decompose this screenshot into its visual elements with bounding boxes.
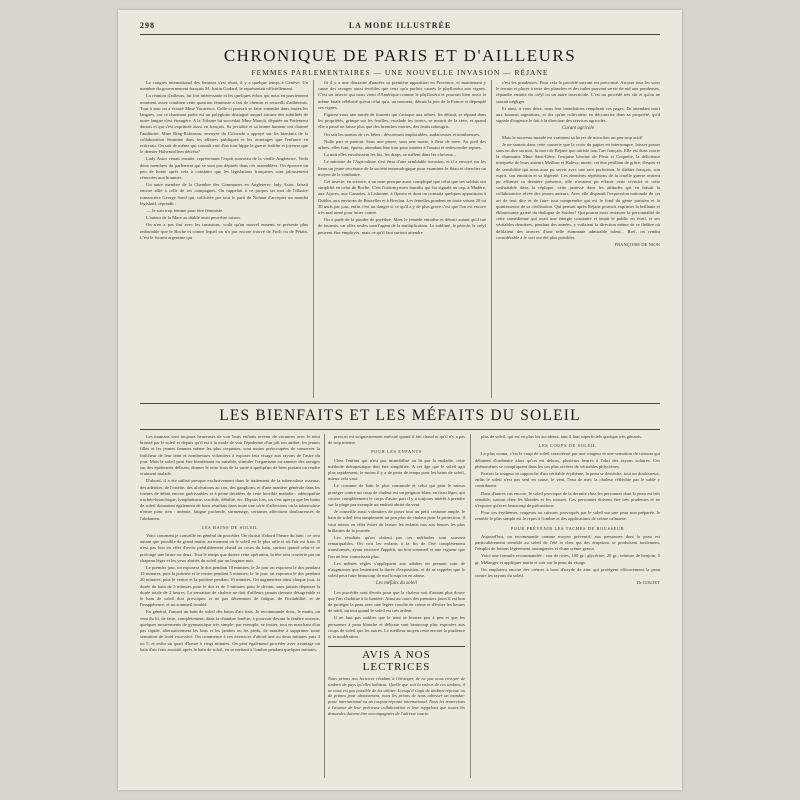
paragraph: On emploiera encore des crèmes à base d'oxyde de zinc qui protègent efficacement la peau contre les rayons du soleil. — [475, 566, 660, 579]
paragraph: Le congrès international des femmes s'est réuni, il y a quelque temps à Genève. Un membre du gouvernement français M. Justin Godard, le représentait officiellement. — [140, 80, 308, 92]
paragraph: Pour ces érythèmes, rougeurs ou cuisson, provoqués par le soleil sur une peau non préparée, le remède le plus simple est le repos à l'ombre et des applications de crème calmante. — [475, 510, 660, 522]
paragraph: La réunion d'ailleurs, fut fort intéressante et les quelques échos qui nous en parviennent montrent assez combien cette question féministe a fait de chemin et recueilli d'adhérents. Tour à tour on a écouté Mme Vacaresco. Celle-ci pouvait se faire entendre dans toutes les langues, car ce charmant poète est un polyglotte distingué auquel aucune des subtilités de notre langue n'est étrangère. A la Tribune lui succédait Mme Munch, députée au Parlement danois et qui s'est exprimée aussi en français. Sa jovialité et sa bonne humeur ont charmé l'auditoire. Mme Ring-Robinson, envoyée du Colorado a appuyé sur les bienfaits de la collaboration féminine dans les affaires publiques et les avantages que l'enfance en retirerait. On sait de même qui connaît voir d'un tour hippe la guerre fraîche et joyeuse que le dernier Hohenzollern décréta? — [140, 93, 308, 155]
paragraph: Un autre membre de la Chambre des Communes en Angleterre, lady Astor, faisait encore allié à celle de ses compagnes. On rappelait à ce propos un mot de l'illustre romancière George Sand qui, sollicitée par tout le parti de Nohant d'accepter un mandat législatif, répondit : — [140, 182, 308, 206]
paragraph: Cet insecte, en science, a un nom presque aussi compliqué que celui que ses soldats ont simplifié en celui de Boche. C'est l'iridomyrmex humilis qui fut signalé au cap, à Madère, aux Açores, aux Canaries, à Lisbonne, à Oporto et dont on constata quelques apparitions à Dublin, aux environs de Bruxelles et à Breslau. Les femelles pondent en toute saison 20 ou 30 œufs par jour, enfin c'est un danger si ce qu'il a y de plus grave c'est que l'on est encore très mal armé pour lutter contre. — [318, 179, 486, 216]
paragraph: On a parlé de la poudre de pyrèthre. Mais le remède entraîne et détruit autant qu'il tue de fourmis, car elles seules sont l'agent de la multiplication. Le sublimé, le pétrole, le créyl peuvent être employés, mais ce qu'il faut surtout attendre — [318, 217, 486, 235]
paragraph: On n'en a pas fini avec les invasions, voilà qu'un nouvel ennemi se présente plus redoutable que le Boche et contre lequel on n'a pas encore trouvé de Foch ou de Pétain. C'est le fourmi argentine qui — [140, 222, 308, 240]
paragraph: fit il y a une douzaine d'années sa première apparition en Provence, et maintenant y cause des ravages aussi terribles que ceux qu'a parfois causés le phylloxéra aux vignes. C'est un insecte qui nous vient d'Amérique comme le phylloxéra et pourrait bien avoir la même fatale célébrité qu'eut celui qu'a, un moment, détruit la joie de la France et dépeuplé ses vignes. — [318, 80, 486, 110]
article-title-chronique: CHRONIQUE DE PARIS ET D'AILLEURS — [223, 46, 577, 65]
section-subhead: LES COUPS DE SOLEIL — [538, 443, 597, 449]
column-divider — [470, 434, 471, 778]
notice-box — [328, 646, 465, 757]
paragraph: L'auteur de la Mare au diable avait peut-être raison. — [146, 215, 241, 221]
soleil-column-3 — [475, 434, 660, 778]
paragraph: Je ne saurais dans cette causerie que la croix du papier en interrompre, laisser passer sans en dire un mot, la mort de Réjane que attriste tout l'art français. Elle est donc morte la charmante Mme Sans-Gêne, l'exquise héroïne de Fleur et Coquette, la délicieuse interprète de leurs auteurs Meilhac et Halévy, morte, cet être pétillant de grâce, d'esprit et de sensibilité qui nous aura pu servir avec une rare perfection, le théâtre français, son esprit, son émotion et sa légèreté. Les dernières répétitions de la cruelle guerre avaient pu affirmer sa dernière présence, elle n'avaient pu effacer cette vivacité et cette souhaitable dans la réplique, cette justesse dans les attitudes qui en faisait la collaboratrice rêvée des jeunes auteurs. Avec elle disparaît l'expression nationale de cet art de tout dire et de faire tout comprendre qui est le fond du génie parisien et la quintessence de sa civilisation. Qui pensait après Réjane pouvoir exprimer la brillante et éblouissante gaieté du dialogue de Sardou? Qui pourra nous restaurer la personnalité de cette comédienne qui avait une énergie constante et tenait le public en éveil, et ses véritables dernières, pendant des années, y voilaient la direction même de ce théâtre où défilaient des œuvres d'une telle étonnante admirable talent... Bref, on rendra considérable à le sort ont été plus paisibles. — [496, 141, 660, 240]
author-signature: FRANÇOISE DE NION — [614, 242, 660, 248]
notice-title: AVIS A NOS LECTRICES — [362, 649, 431, 673]
author-signature: Dr GOUJET — [636, 580, 660, 586]
paragraph: plus de soleil, qui est en plus les accidents, tant il faut superficiels quoique très gênants. — [481, 434, 642, 439]
paragraph: Je conseille aussi volontiers de poser tout un petit costume ample, le bain de soleil fera simplement un peu plus de chaleur pour la protection, il vaut mieux en effet éviter de laisser les enfants nus aux heures les plus brûlantes de la journée. — [328, 509, 465, 533]
section-subhead: POUR PRÉVENIR LES TACHES DE ROUSSEUR — [510, 525, 625, 531]
column-divider — [491, 80, 492, 398]
paragraph: Les procédés sont décrits pour que la chaleur soit d'autant plus douce que l'on s'habitue à la lumière. Ainsi au cours des premiers jours il est bon de protéger la peau avec une légère couche de crème et d'éviter les heures de midi, surtout quand le soleil est très ardent. — [328, 589, 465, 614]
chronique-column-3 — [496, 80, 660, 398]
running-head — [140, 20, 660, 35]
paragraph: Le premier jour, on exposera le dos pendant 10 minutes; le 2e jour on exposera le dos pendant 15 minutes, puis la poitrine et le ventre pendant 5 minutes; le 3e jour, on exposera le dos pendant 20 minutes, puis le ventre et la poitrine pendant 10 minutes. On augmentera ainsi chaque jour, la durée du bain de 5 minutes pour le dos et de 5 minutes pour le devant, sans jamais dépasser la durée totale de 2 heures. La sensation de chaleur ne doit d'ailleurs jamais devenir désagréable et le bain de soleil doit provoquer et ne pas déterminer de fatigue, de l'irritabilité, et de l'inappétence, et un sommeil troublé. — [140, 565, 320, 608]
paragraph: D'abord, il a été utilisé presque exclusivement dans le traitement de la tuberculose osseuse, des adénites, de l'ostéite, des ulcérations au cou, des ganglions, et d'une manière générale dans les formes de début encore guérissables et à peine décidées de cette horrible maladie : adénopathie trachéo-bronchique, lymphatisme, scrofule, débilité, etc. Depuis lors, on s'est aperçu que les bains de soleil donnaient également de bons résultats dans toute une série d'affections où la tuberculose n'entre pour rien : anémie, fatigue profonde, surmenage, certaines affections douloureuses de l'abdomen. — [140, 478, 320, 521]
paragraph: Aujourd'hui, on recommande comme moyen préventif, aux personnes dont la peau est particulièrement sensible au soleil de l'été et chez qui des éruptions se produisent facilement, l'emploi de lotions légèrement astringentes et d'une crème grasse. — [475, 533, 660, 552]
column-divider — [324, 434, 325, 778]
column-divider — [313, 80, 314, 398]
paragraph: Nulle part et partout. Sous une pierre, sous une motte, à fleur de terre. Au pied des arbres, elles font, épuise, attendant leur tour pour monter à l'assaut et redescendre repues. — [318, 138, 486, 151]
section-subhead: Curant agricole — [561, 126, 595, 132]
paragraph: Lady Astor venait ensuite, représentant l'esprit nouveau de la vieille Angleterre. Voilà deux membres du parlement qui se sont pas déparés dans ces assemblées. On éprouve un peu de honte après cela à constater que les législations françaises sont jalousement réservées aux hommes. — [140, 156, 308, 181]
paragraph: En général, l'amant un bain de soleil des bains d'air frais. Je recommande donc, le matin, un vent du lit, de faire, complètement, dans la chambre fenêtre, à pourvoir devant la fenêtre ouverte, quelques mouvements de gymnastique très simple: par exemple, se frotter, tout en marchant d'un pas rapide, alternativement les bras et les jambes ou les pieds, de manière à supprimer toute sensation de froid excessive. On commence à ces exercices d'abord une ou deux minutes puis 4 ou 5, et enfin un quart d'heure à vingt minutes. On peut également procéder avec avantage un bain d'air frais aussitôt après le bain de soleil, en se mettant à l'ombre pendant quelques minutes. — [140, 609, 320, 652]
paragraph: — Je suis trop femme pour être féministe. — [146, 208, 224, 214]
article-title-soleil: LES BIENFAITS ET LES MÉFAITS DU SOLEIL — [219, 407, 581, 424]
soleil-column-2 — [328, 434, 465, 642]
paragraph: Et ainsi, à vous deux, nous leur inondations remplirait ces pages. En attendant mort aux fourmis argentines, et dix qu'un cultivateur en découvrira dans sa propriété, qu'il signale d'urgence le fait à la direction des services agricoles. — [496, 105, 660, 124]
paragraph: On sait les mœurs de ces bêtes : dévoreuses implacables, audacieuses et nombreuses. — [324, 131, 481, 137]
section-subhead: Les méfaits du soleil — [376, 581, 417, 587]
paragraph: Parfois la rougeur se rapproche d'un véritable érythème, la peau se dessèche, tout un douloureux, enfin le soleil n'est pas seul en cause, le vent, l'eau de mer, la chaleur réfléchie par le sable y contribuent. — [475, 471, 660, 489]
paragraph: La nuit elles envahissent les lits, les draps, se mêlent dans les cheveux... — [324, 152, 457, 158]
paragraph: c'est les pondeuses. Pour cela le procédé suivant est préconisé. Arroser tous les soirs le terrain et placer à terre des planches et des tuiles pouvant servir de nid aux pondeuses, répandre ensuite du créyl ou un autre insecticide. C'est un procédé très sûr et qu'on ne saurait négliger. — [496, 80, 660, 104]
section-subhead: POUR LES ENFANTS — [371, 449, 422, 455]
paragraph: Chez l'enfant qui n'est pas immobilisé au lit par la maladie, cette méthode thérapeutique doit être simplifiée. A cet âge que le soleil agit plus rapidement, le moins il y a de perte de temps pour les bains de soleil, mieux cela vaut. — [328, 457, 465, 482]
paragraph: Mais le nouveau monde est vraiment sa hoyer de microbes un peu trop actif! — [502, 134, 643, 140]
paragraph: Les mamans sont toujours heureuses de voir leurs enfants revenir de vacances avec le teint bronzé par le soleil et depuis qu'il est à la mode de voir l'épiderme d'un joli ton ambré, les jeunes filles et les jeunes femmes même les plus coquettes, sont moins préoccupées de conserver la fraîcheur de leur teint et nombreuses volontiers à exposer leur visage aux rayons de l'astre du jour. Mais le soleil peut être bienfaisant ou nuisible, stimuler l'organisme ou amener des ravages sur des épidermes délicats, donner le teint frais de la santé à quelqu'un de bien portant ou rendre vraiment malade. — [140, 434, 320, 477]
section-rule — [140, 403, 660, 404]
soleil-column-1 — [140, 434, 320, 778]
paragraph: Le plus connu, c'est le coup de soleil caractérisé par une rougeur et une sensation de cuisson qui débutent d'ordinaire alors qu'on est dehors, plusieurs heures à l'abri des rayons solaires. Ces phénomènes se compliquent dans les cas plus sévères de véritables phlyctènes. — [475, 451, 660, 469]
paragraph: Les résultats qu'on obtient par ces méthodes sont souvent remarquables. On voit les enfants à la fin de l'été complètement transformés, ayant retrouvé l'appétit, un bon sommeil et une vigueur que l'on ne leur connaissait plus. — [328, 535, 465, 559]
notice-text: Nous prions nos lectrices résidant à l'étranger, de ne pas nous envoyer de timbres de pays qu'elles habitent. Quelle que soit la valeur de ces timbres, il ne nous est pas possible de les utiliser. Lorsqu'il s'agit de timbres-réponse ou de primes pour abonnement, nous les prions de nous adresser un mandat-poste international ou un coupon-réponse international. Nous les remercions à l'avance de leur précieuse collaboration et leur rappelons que toutes les demandes doivent être accompagnées de l'adresse exacte. — [328, 676, 465, 716]
paragraph: Voici une formule recommandée : eau de roses, 100 gr.; glycérine, 20 gr.; teinture de benjoin, 5 gr. Mélanger et appliquer matin et soir sur la peau du visage. — [475, 553, 660, 565]
magazine-name: LA MODE ILLUSTRÉE — [348, 21, 452, 30]
paragraph: Il ne faut pas oublier que le teint se bronze peu à peu et que les personnes à peau blanche et délicate sont beaucoup plus exposées aux coups de soleil que les autres. Le meilleur moyen reste encore la prudence et la modération. — [328, 615, 465, 640]
paragraph: Le ministre de l'Agriculture s'est ému d'une semblable invasion, et il a envoyé sur les lieux un jeune secrétaire de la société entomologique pour examiner le fléau et chercher un moyen de le combattre. — [318, 159, 486, 177]
paragraph: Dans d'autres cas encore, le soleil provoque de la dermite chez les personnes dont la peau est très sensible, surtout chez les blondes et les rousses. Ces personnes doivent être très prudentes et ne s'exposer qu'avec beaucoup de précautions. — [475, 490, 660, 509]
section-subhead: LES BAINS DE SOLEIL — [201, 524, 259, 530]
chronique-column-1 — [140, 80, 308, 398]
paragraph: prescrit est soigneusement exécuté quand il fait chaud et qu'il n'y a pas de trop intense. — [328, 434, 465, 446]
article-subtitle-chronique: FEMMES PARLEMENTAIRES — UNE NOUVELLE INVASION — RÉJANE — [251, 68, 549, 77]
paragraph: Les mêmes règles s'appliquent aux adultes en prenant soin de n'augmenter que lentement la durée d'exposition, et de se rappeler que le soleil peut faire beaucoup de mal lorsqu'on en abuse. — [328, 560, 465, 579]
section-rule — [140, 429, 660, 430]
paragraph: Le costume de bain le plus commode et celui qui peut le mieux protéger contre un coup de chaleur est un peignoir blanc en tissu léger, qui couvre complètement le corps d'autre part il y a toujours intérêt à prendre sur la plage par exemple un endroit abrité du vent. — [328, 483, 465, 508]
paragraph: Voici comment je conseille en général de procéder. On choisit d'abord l'heure du bain : ce sera autant que possible de grand matin, au moment où le soleil est le plus utile et où l'air est frais. Il n'est pas bon en effet d'avoir préalablement chaud au cours du bain, surtout quand celui-ci se prolonge une heure ou deux. Tout le temps que durera cette opération, la tête sera couverte par un chapeau léger et les yeux abrités du soleil par un lorgnon noir. — [140, 533, 320, 563]
paragraph: Figurez-vous une armée de fourmis qui s'attaque aux arbres, les détruit, se répand dans les propriétés, grimpe sur les feuilles, escalade les troncs, se nourrit de la sève, et quand elle a passé ne laisse plus que des branches mortes, des fruits rabougris. — [318, 112, 486, 130]
newspaper-page — [118, 10, 682, 790]
page-number: 298 — [140, 21, 155, 30]
chronique-column-2 — [318, 80, 486, 398]
